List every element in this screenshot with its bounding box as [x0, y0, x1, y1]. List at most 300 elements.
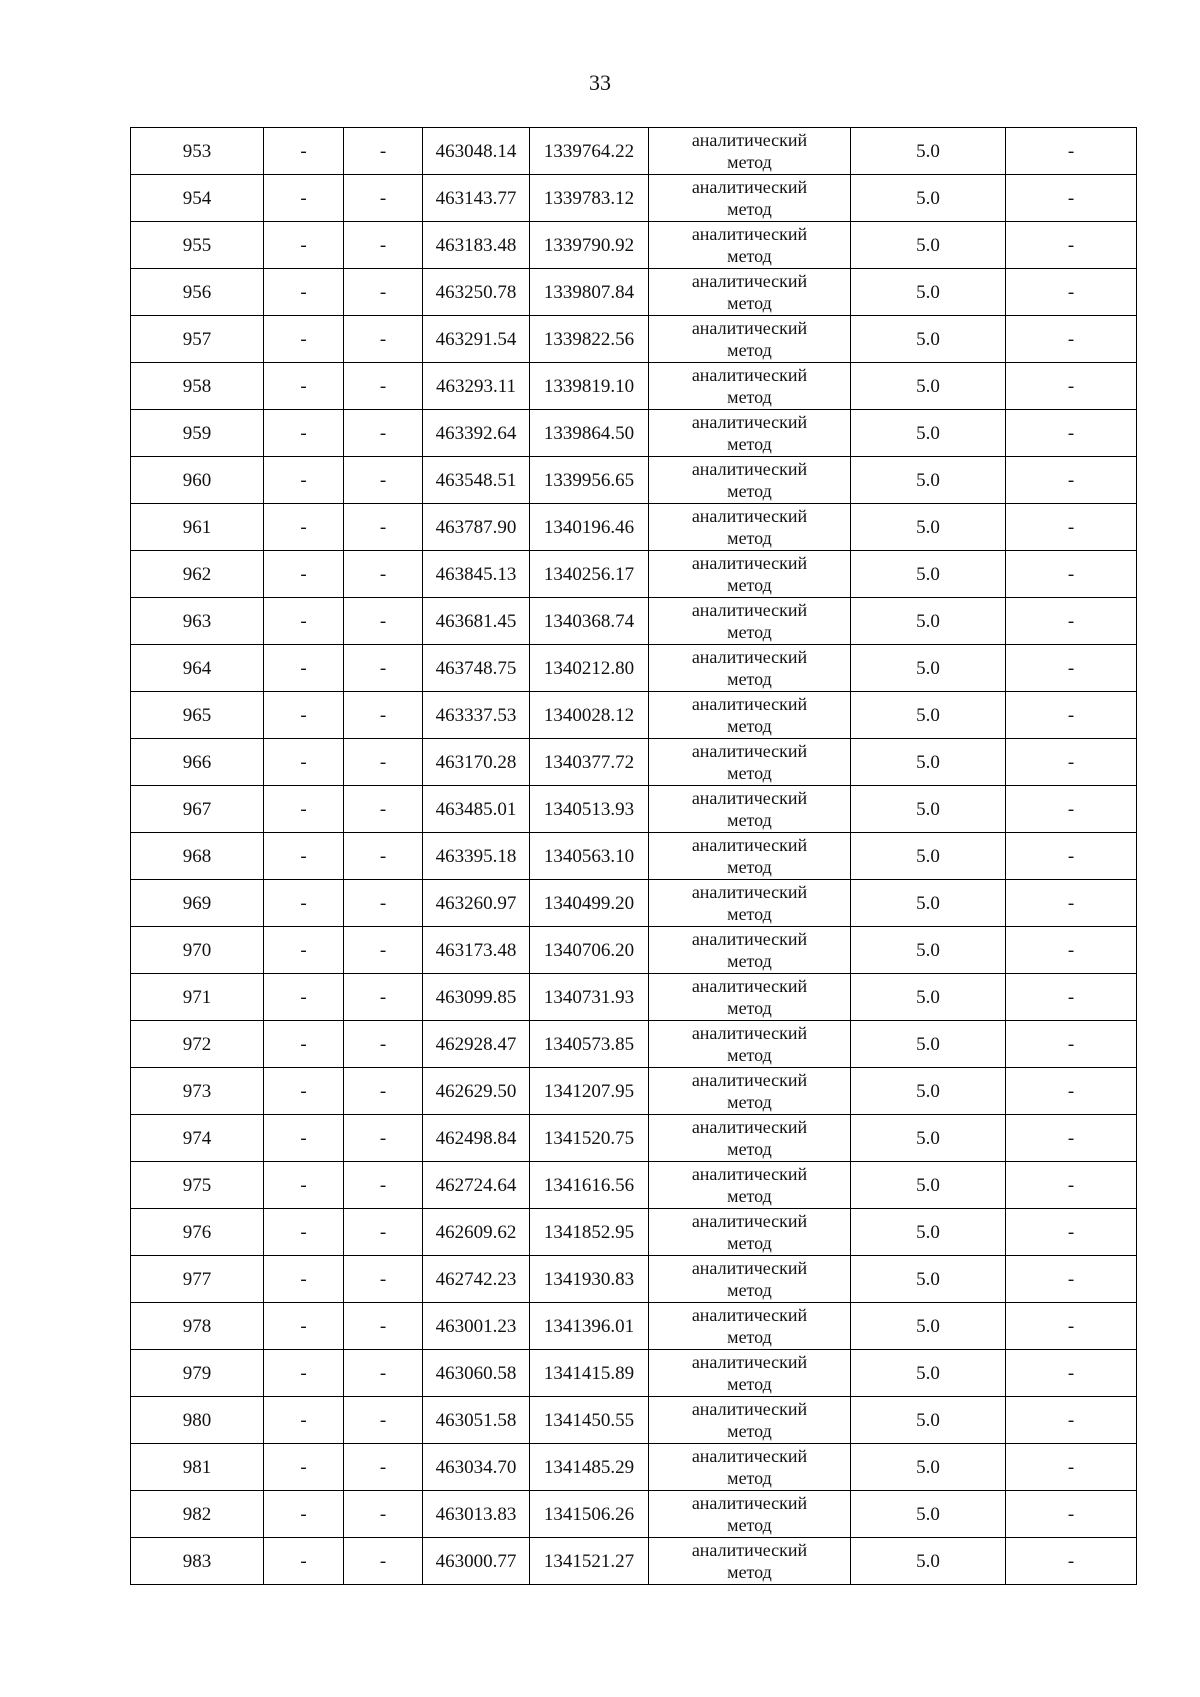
method-cell [649, 1397, 851, 1444]
dash-cell-3: - [1006, 1303, 1137, 1350]
accuracy-cell: 5.0 [851, 1068, 1006, 1115]
dash-cell-3: - [1006, 833, 1137, 880]
dash-cell-2: - [344, 222, 423, 269]
method-line-2: метод [727, 716, 772, 736]
dash-cell-2: - [344, 1021, 423, 1068]
x-coordinate-cell: 463034.70 [423, 1444, 530, 1491]
dash-cell-1: - [264, 1209, 344, 1256]
method-cell [649, 222, 851, 269]
method-line-2: метод [727, 1468, 772, 1488]
dash-cell-1: - [264, 316, 344, 363]
dash-cell-2: - [344, 269, 423, 316]
x-coordinate-cell: 463000.77 [423, 1538, 530, 1585]
y-coordinate-cell: 1340731.93 [530, 974, 649, 1021]
dash-cell-3: - [1006, 410, 1137, 457]
table-row [131, 128, 1137, 175]
method-cell [649, 410, 851, 457]
method-cell [649, 128, 851, 175]
method-cell [649, 504, 851, 551]
method-cell [649, 457, 851, 504]
method-cell [649, 1209, 851, 1256]
accuracy-cell: 5.0 [851, 222, 1006, 269]
dash-cell-1: - [264, 128, 344, 175]
method-cell [649, 1350, 851, 1397]
y-coordinate-cell: 1341396.01 [530, 1303, 649, 1350]
point-number-cell: 968 [131, 833, 264, 880]
x-coordinate-cell: 463173.48 [423, 927, 530, 974]
y-coordinate-cell: 1339783.12 [530, 175, 649, 222]
dash-cell-2: - [344, 645, 423, 692]
x-coordinate-cell: 463485.01 [423, 786, 530, 833]
x-coordinate-cell: 463748.75 [423, 645, 530, 692]
x-coordinate-cell: 462498.84 [423, 1115, 530, 1162]
method-cell [649, 880, 851, 927]
x-coordinate-cell: 463845.13 [423, 551, 530, 598]
y-coordinate-cell: 1339822.56 [530, 316, 649, 363]
method-line-2: метод [727, 481, 772, 501]
dash-cell-3: - [1006, 1491, 1137, 1538]
dash-cell-3: - [1006, 927, 1137, 974]
table-row [131, 1068, 1137, 1115]
x-coordinate-cell: 463060.58 [423, 1350, 530, 1397]
dash-cell-1: - [264, 410, 344, 457]
dash-cell-3: - [1006, 1115, 1137, 1162]
accuracy-cell: 5.0 [851, 927, 1006, 974]
method-line-1: аналитический [691, 553, 808, 573]
table-row [131, 1444, 1137, 1491]
method-line-1: аналитический [691, 506, 808, 526]
accuracy-cell: 5.0 [851, 598, 1006, 645]
y-coordinate-cell: 1340196.46 [530, 504, 649, 551]
point-number-cell: 981 [131, 1444, 264, 1491]
dash-cell-3: - [1006, 551, 1137, 598]
y-coordinate-cell: 1340563.10 [530, 833, 649, 880]
y-coordinate-cell: 1339864.50 [530, 410, 649, 457]
dash-cell-3: - [1006, 645, 1137, 692]
method-line-1: аналитический [691, 835, 808, 855]
x-coordinate-cell: 462928.47 [423, 1021, 530, 1068]
table-row [131, 175, 1137, 222]
point-number-cell: 962 [131, 551, 264, 598]
dash-cell-2: - [344, 1303, 423, 1350]
method-line-1: аналитический [691, 459, 808, 479]
method-cell [649, 1491, 851, 1538]
accuracy-cell: 5.0 [851, 739, 1006, 786]
dash-cell-3: - [1006, 504, 1137, 551]
table-row [131, 1397, 1137, 1444]
method-line-1: аналитический [691, 412, 808, 432]
point-number-cell: 960 [131, 457, 264, 504]
accuracy-cell: 5.0 [851, 1397, 1006, 1444]
y-coordinate-cell: 1340706.20 [530, 927, 649, 974]
table-row [131, 1538, 1137, 1585]
point-number-cell: 965 [131, 692, 264, 739]
method-cell [649, 1256, 851, 1303]
dash-cell-3: - [1006, 1209, 1137, 1256]
accuracy-cell: 5.0 [851, 410, 1006, 457]
table-row [131, 692, 1137, 739]
x-coordinate-cell: 463143.77 [423, 175, 530, 222]
method-cell [649, 739, 851, 786]
dash-cell-3: - [1006, 363, 1137, 410]
dash-cell-3: - [1006, 1068, 1137, 1115]
point-number-cell: 957 [131, 316, 264, 363]
method-line-2: метод [727, 387, 772, 407]
x-coordinate-cell: 463048.14 [423, 128, 530, 175]
dash-cell-3: - [1006, 175, 1137, 222]
dash-cell-2: - [344, 880, 423, 927]
dash-cell-3: - [1006, 1444, 1137, 1491]
method-line-1: аналитический [691, 976, 808, 996]
accuracy-cell: 5.0 [851, 551, 1006, 598]
dash-cell-2: - [344, 1162, 423, 1209]
method-cell [649, 645, 851, 692]
point-number-cell: 974 [131, 1115, 264, 1162]
table-body [131, 128, 1137, 1585]
y-coordinate-cell: 1341506.26 [530, 1491, 649, 1538]
accuracy-cell: 5.0 [851, 1209, 1006, 1256]
y-coordinate-cell: 1341852.95 [530, 1209, 649, 1256]
method-cell [649, 692, 851, 739]
method-cell [649, 269, 851, 316]
method-line-1: аналитический [691, 318, 808, 338]
accuracy-cell: 5.0 [851, 1021, 1006, 1068]
method-line-2: метод [727, 246, 772, 266]
method-line-2: метод [727, 1327, 772, 1347]
x-coordinate-cell: 462629.50 [423, 1068, 530, 1115]
method-line-2: метод [727, 951, 772, 971]
dash-cell-2: - [344, 927, 423, 974]
x-coordinate-cell: 463392.64 [423, 410, 530, 457]
x-coordinate-cell: 463183.48 [423, 222, 530, 269]
dash-cell-1: - [264, 692, 344, 739]
y-coordinate-cell: 1340368.74 [530, 598, 649, 645]
point-number-cell: 969 [131, 880, 264, 927]
point-number-cell: 956 [131, 269, 264, 316]
dash-cell-3: - [1006, 1397, 1137, 1444]
dash-cell-3: - [1006, 316, 1137, 363]
table-row [131, 1162, 1137, 1209]
table-row [131, 880, 1137, 927]
point-number-cell: 982 [131, 1491, 264, 1538]
point-number-cell: 966 [131, 739, 264, 786]
table-row [131, 363, 1137, 410]
method-line-2: метод [727, 810, 772, 830]
table-row [131, 1115, 1137, 1162]
method-cell [649, 1303, 851, 1350]
method-line-1: аналитический [691, 1399, 808, 1419]
dash-cell-1: - [264, 1350, 344, 1397]
method-line-1: аналитический [691, 1117, 808, 1137]
dash-cell-2: - [344, 128, 423, 175]
table-row [131, 1021, 1137, 1068]
y-coordinate-cell: 1341521.27 [530, 1538, 649, 1585]
point-number-cell: 971 [131, 974, 264, 1021]
y-coordinate-cell: 1340028.12 [530, 692, 649, 739]
dash-cell-2: - [344, 974, 423, 1021]
method-line-2: метод [727, 669, 772, 689]
dash-cell-1: - [264, 598, 344, 645]
y-coordinate-cell: 1341207.95 [530, 1068, 649, 1115]
dash-cell-2: - [344, 175, 423, 222]
point-number-cell: 967 [131, 786, 264, 833]
dash-cell-2: - [344, 1256, 423, 1303]
method-line-2: метод [727, 622, 772, 642]
accuracy-cell: 5.0 [851, 1350, 1006, 1397]
accuracy-cell: 5.0 [851, 363, 1006, 410]
dash-cell-1: - [264, 1162, 344, 1209]
method-line-1: аналитический [691, 177, 808, 197]
dash-cell-2: - [344, 1115, 423, 1162]
accuracy-cell: 5.0 [851, 880, 1006, 927]
dash-cell-1: - [264, 1068, 344, 1115]
dash-cell-2: - [344, 504, 423, 551]
accuracy-cell: 5.0 [851, 974, 1006, 1021]
point-number-cell: 955 [131, 222, 264, 269]
y-coordinate-cell: 1340513.93 [530, 786, 649, 833]
x-coordinate-cell: 463013.83 [423, 1491, 530, 1538]
dash-cell-1: - [264, 551, 344, 598]
accuracy-cell: 5.0 [851, 1491, 1006, 1538]
method-line-1: аналитический [691, 929, 808, 949]
coordinates-table [130, 127, 1137, 1585]
table-row [131, 1303, 1137, 1350]
y-coordinate-cell: 1340212.80 [530, 645, 649, 692]
method-line-2: метод [727, 1139, 772, 1159]
method-line-1: аналитический [691, 741, 808, 761]
method-line-1: аналитический [691, 1211, 808, 1231]
method-line-2: метод [727, 1233, 772, 1253]
y-coordinate-cell: 1339790.92 [530, 222, 649, 269]
dash-cell-3: - [1006, 974, 1137, 1021]
point-number-cell: 964 [131, 645, 264, 692]
dash-cell-3: - [1006, 880, 1137, 927]
y-coordinate-cell: 1340377.72 [530, 739, 649, 786]
accuracy-cell: 5.0 [851, 833, 1006, 880]
dash-cell-2: - [344, 786, 423, 833]
method-line-2: метод [727, 199, 772, 219]
dash-cell-3: - [1006, 457, 1137, 504]
point-number-cell: 977 [131, 1256, 264, 1303]
table-row [131, 598, 1137, 645]
dash-cell-1: - [264, 1115, 344, 1162]
point-number-cell: 979 [131, 1350, 264, 1397]
dash-cell-1: - [264, 786, 344, 833]
dash-cell-2: - [344, 363, 423, 410]
dash-cell-3: - [1006, 222, 1137, 269]
accuracy-cell: 5.0 [851, 175, 1006, 222]
table-row [131, 269, 1137, 316]
method-line-1: аналитический [691, 271, 808, 291]
method-line-1: аналитический [691, 647, 808, 667]
accuracy-cell: 5.0 [851, 504, 1006, 551]
method-cell [649, 786, 851, 833]
table-row [131, 974, 1137, 1021]
accuracy-cell: 5.0 [851, 1115, 1006, 1162]
method-line-1: аналитический [691, 788, 808, 808]
table-row [131, 1256, 1137, 1303]
method-line-2: метод [727, 1186, 772, 1206]
x-coordinate-cell: 462724.64 [423, 1162, 530, 1209]
method-line-2: метод [727, 340, 772, 360]
y-coordinate-cell: 1341485.29 [530, 1444, 649, 1491]
dash-cell-1: - [264, 1303, 344, 1350]
page-number: 33 [589, 70, 611, 95]
method-line-2: метод [727, 152, 772, 172]
dash-cell-1: - [264, 269, 344, 316]
point-number-cell: 973 [131, 1068, 264, 1115]
dash-cell-1: - [264, 880, 344, 927]
y-coordinate-cell: 1341520.75 [530, 1115, 649, 1162]
dash-cell-2: - [344, 457, 423, 504]
point-number-cell: 959 [131, 410, 264, 457]
point-number-cell: 972 [131, 1021, 264, 1068]
dash-cell-2: - [344, 1350, 423, 1397]
method-line-2: метод [727, 293, 772, 313]
method-cell [649, 175, 851, 222]
x-coordinate-cell: 462742.23 [423, 1256, 530, 1303]
dash-cell-3: - [1006, 128, 1137, 175]
method-line-2: метод [727, 998, 772, 1018]
dash-cell-3: - [1006, 1162, 1137, 1209]
method-cell [649, 1021, 851, 1068]
table-row [131, 786, 1137, 833]
method-line-2: метод [727, 1515, 772, 1535]
accuracy-cell: 5.0 [851, 269, 1006, 316]
dash-cell-3: - [1006, 1538, 1137, 1585]
y-coordinate-cell: 1341930.83 [530, 1256, 649, 1303]
y-coordinate-cell: 1340573.85 [530, 1021, 649, 1068]
table-row [131, 645, 1137, 692]
table-row [131, 1350, 1137, 1397]
dash-cell-3: - [1006, 1350, 1137, 1397]
x-coordinate-cell: 463395.18 [423, 833, 530, 880]
accuracy-cell: 5.0 [851, 128, 1006, 175]
method-line-2: метод [727, 1421, 772, 1441]
x-coordinate-cell: 463250.78 [423, 269, 530, 316]
x-coordinate-cell: 463291.54 [423, 316, 530, 363]
table-row [131, 316, 1137, 363]
method-line-1: аналитический [691, 365, 808, 385]
y-coordinate-cell: 1339956.65 [530, 457, 649, 504]
y-coordinate-cell: 1339764.22 [530, 128, 649, 175]
dash-cell-2: - [344, 598, 423, 645]
method-line-2: метод [727, 528, 772, 548]
dash-cell-2: - [344, 1444, 423, 1491]
y-coordinate-cell: 1340499.20 [530, 880, 649, 927]
dash-cell-2: - [344, 833, 423, 880]
dash-cell-3: - [1006, 739, 1137, 786]
dash-cell-1: - [264, 833, 344, 880]
method-line-1: аналитический [691, 882, 808, 902]
dash-cell-1: - [264, 1256, 344, 1303]
dash-cell-1: - [264, 175, 344, 222]
method-line-1: аналитический [691, 1446, 808, 1466]
accuracy-cell: 5.0 [851, 1256, 1006, 1303]
y-coordinate-cell: 1341616.56 [530, 1162, 649, 1209]
dash-cell-2: - [344, 1209, 423, 1256]
point-number-cell: 954 [131, 175, 264, 222]
point-number-cell: 953 [131, 128, 264, 175]
dash-cell-1: - [264, 457, 344, 504]
method-cell [649, 363, 851, 410]
point-number-cell: 976 [131, 1209, 264, 1256]
method-cell [649, 316, 851, 363]
method-line-1: аналитический [691, 130, 808, 150]
accuracy-cell: 5.0 [851, 786, 1006, 833]
dash-cell-1: - [264, 1444, 344, 1491]
point-number-cell: 980 [131, 1397, 264, 1444]
method-line-1: аналитический [691, 1070, 808, 1090]
dash-cell-1: - [264, 1021, 344, 1068]
dash-cell-2: - [344, 1491, 423, 1538]
x-coordinate-cell: 463001.23 [423, 1303, 530, 1350]
method-cell [649, 1068, 851, 1115]
method-cell [649, 1444, 851, 1491]
y-coordinate-cell: 1341415.89 [530, 1350, 649, 1397]
method-line-1: аналитический [691, 1258, 808, 1278]
method-line-1: аналитический [691, 1305, 808, 1325]
table-row [131, 222, 1137, 269]
x-coordinate-cell: 463293.11 [423, 363, 530, 410]
dash-cell-1: - [264, 1491, 344, 1538]
dash-cell-3: - [1006, 786, 1137, 833]
method-line-1: аналитический [691, 1540, 808, 1560]
table-row [131, 551, 1137, 598]
dash-cell-1: - [264, 974, 344, 1021]
y-coordinate-cell: 1341450.55 [530, 1397, 649, 1444]
dash-cell-1: - [264, 363, 344, 410]
dash-cell-2: - [344, 316, 423, 363]
accuracy-cell: 5.0 [851, 1162, 1006, 1209]
method-line-2: метод [727, 1374, 772, 1394]
method-line-1: аналитический [691, 1023, 808, 1043]
y-coordinate-cell: 1340256.17 [530, 551, 649, 598]
point-number-cell: 963 [131, 598, 264, 645]
table-row [131, 927, 1137, 974]
dash-cell-2: - [344, 1538, 423, 1585]
dash-cell-1: - [264, 222, 344, 269]
point-number-cell: 961 [131, 504, 264, 551]
accuracy-cell: 5.0 [851, 316, 1006, 363]
dash-cell-2: - [344, 1397, 423, 1444]
method-line-2: метод [727, 857, 772, 877]
method-line-1: аналитический [691, 1164, 808, 1184]
method-cell [649, 927, 851, 974]
method-cell [649, 1538, 851, 1585]
accuracy-cell: 5.0 [851, 645, 1006, 692]
method-line-1: аналитический [691, 224, 808, 244]
dash-cell-1: - [264, 739, 344, 786]
accuracy-cell: 5.0 [851, 1538, 1006, 1585]
x-coordinate-cell: 463337.53 [423, 692, 530, 739]
point-number-cell: 958 [131, 363, 264, 410]
x-coordinate-cell: 463051.58 [423, 1397, 530, 1444]
method-line-1: аналитический [691, 694, 808, 714]
point-number-cell: 975 [131, 1162, 264, 1209]
dash-cell-1: - [264, 504, 344, 551]
dash-cell-3: - [1006, 1021, 1137, 1068]
method-cell [649, 598, 851, 645]
dash-cell-3: - [1006, 598, 1137, 645]
table-row [131, 410, 1137, 457]
x-coordinate-cell: 462609.62 [423, 1209, 530, 1256]
table-row [131, 739, 1137, 786]
dash-cell-3: - [1006, 269, 1137, 316]
method-line-2: метод [727, 434, 772, 454]
dash-cell-1: - [264, 1397, 344, 1444]
method-cell [649, 1162, 851, 1209]
